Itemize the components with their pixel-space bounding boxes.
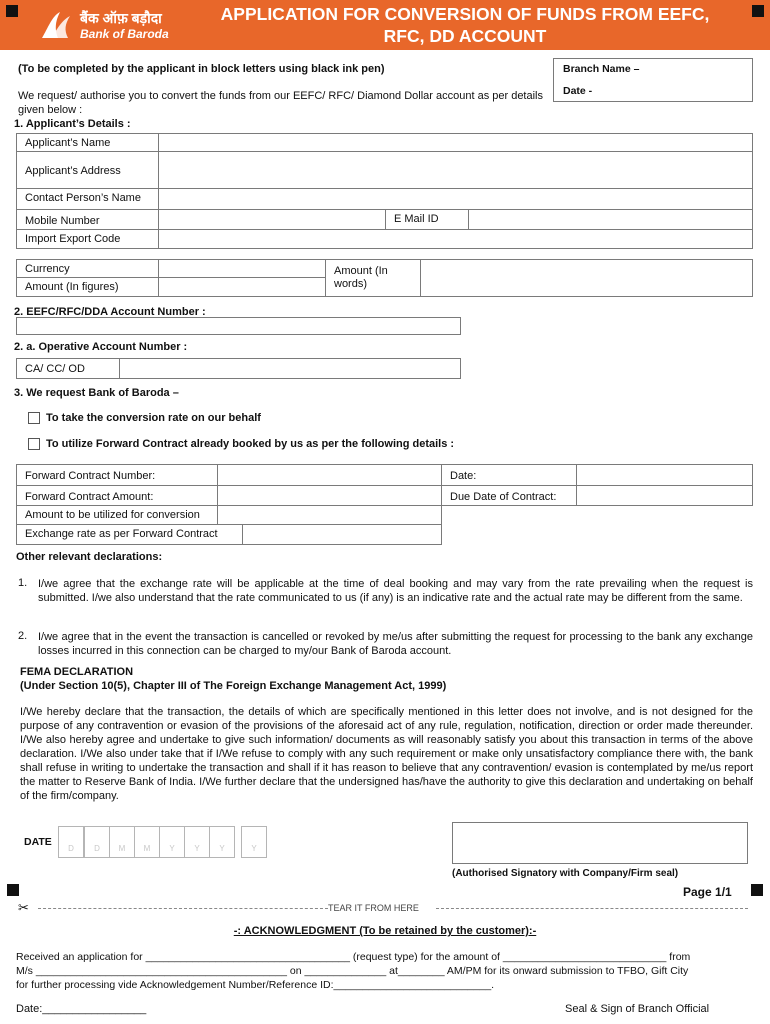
declarations-heading: Other relevant declarations: [16, 551, 163, 563]
mobile-label: Mobile Number [16, 209, 159, 230]
mobile-field[interactable] [158, 209, 386, 230]
email-field[interactable] [468, 209, 753, 230]
bank-name-english: Bank of Baroda [80, 27, 169, 41]
tear-line-left [38, 908, 328, 909]
branch-date-label: Date - [563, 85, 593, 97]
amount-figures-field[interactable] [158, 277, 326, 297]
contact-person-label: Contact Person’s Name [16, 188, 159, 210]
declaration2-text: I/we agree that in the event the transaction is cancelled or revoked by me/us after submitting the request for processing to the bank any exchange losses incurred in this connection can be charged to my/our Bank of Baroda account. [38, 631, 753, 657]
declaration2-number: 2. [18, 630, 28, 642]
corner-marker [6, 5, 18, 17]
operative-account-field[interactable] [119, 358, 461, 379]
fc-date-field[interactable] [576, 464, 753, 486]
ack-line2: M/s ___________________________________________ on ______________ at________ AM/PM for its onward submission to TFBO, Gift City [16, 965, 689, 977]
branch-name-label: Branch Name – [563, 63, 640, 75]
corner-marker [752, 5, 764, 17]
exchange-rate-label: Exchange rate as per Forward Contract [16, 524, 243, 545]
fc-number-field[interactable] [217, 464, 442, 486]
applicant-name-field[interactable] [158, 133, 753, 152]
account-type-label: CA/ CC/ OD [16, 358, 120, 379]
email-label: E Mail ID [385, 209, 469, 230]
contact-person-field[interactable] [158, 188, 753, 210]
corner-marker [751, 884, 763, 896]
date-box-d1[interactable]: D [58, 826, 84, 858]
applicant-name-label: Applicant’s Name [16, 133, 159, 152]
intro-text: We request/ authorise you to convert the funds from our EEFC/ RFC/ Diamond Dollar account as per details given below : [18, 90, 543, 116]
amount-words-label: Amount (In words) [325, 259, 421, 297]
date-box-m1[interactable]: M [109, 826, 135, 858]
section1-heading: 1. Applicant’s Details : [14, 118, 131, 130]
iec-label: Import Export Code [16, 229, 159, 249]
fc-amount-field[interactable] [217, 485, 442, 506]
ack-date: Date:_________________ [16, 1003, 147, 1015]
title-line1: APPLICATION FOR CONVERSION OF FUNDS FROM EEFC, [220, 4, 710, 24]
date-box-m2[interactable]: M [134, 826, 160, 858]
fema-heading: FEMA DECLARATION [20, 666, 134, 678]
currency-label: Currency [16, 259, 159, 278]
corner-marker [7, 884, 19, 896]
instruction-text: (To be completed by the applicant in block letters using black ink pen) [18, 63, 385, 75]
tear-label: TEAR IT FROM HERE [328, 903, 419, 913]
ack-body [16, 950, 690, 992]
signatory-label: (Authorised Signatory with Company/Firm seal) [452, 868, 679, 879]
option2-label: To utilize Forward Contract already booked by us as per the following details : [46, 438, 455, 450]
date-box-y4[interactable]: Y [241, 826, 267, 858]
signature-box[interactable] [452, 822, 748, 864]
amount-utilized-label: Amount to be utilized for conversion [16, 505, 218, 525]
page-title [180, 3, 750, 47]
section2-heading: 2. EEFC/RFC/DDA Account Number : [14, 306, 206, 318]
bank-logo-icon [38, 8, 74, 42]
fc-due-date-label: Due Date of Contract: [441, 485, 577, 506]
amount-utilized-field[interactable] [217, 505, 442, 525]
date-label: DATE [24, 836, 52, 848]
title-line2: RFC, DD ACCOUNT [383, 26, 547, 46]
declaration1-text: I/we agree that the exchange rate will be applicable at the time of deal booking and may vary from the rate prevailing when the request is submitted. I/we also understand that the rate communicated to us (if any) is an indicative rate and the actual rate may be different from the same. [38, 578, 753, 604]
section2a-heading: 2. a. Operative Account Number : [14, 341, 188, 353]
ack-line1: Received an application for ___________________________________ (request type) for the amount of ____________________________ from [16, 951, 691, 963]
fc-due-date-field[interactable] [576, 485, 753, 506]
fema-text: I/We hereby declare that the transaction, the details of which are specifically mentioned in this letter does not involve, and is not designed for the purpose of any contravention or evasion of the provisions of the aforesaid act of any rule, regulation, notification, direction or order made thereunder. I/We also hereby agree and undertake to give such information/ documents as will reasonably satisfy you about this transaction in terms of the above declaration. I/We also under take that if I/We refuse to comply with any such requirement or make only unsatisfactory compliance there with, the bank shall refuse in writing to undertake the transaction and shall if it has reason to believe that any contravention/ evasion is contemplated by me/us report the matter to Reserve Bank of India. I/We further declare that the undersigned has/have the authority to give this declaration and undertaking on behalf of the firm/company. [20, 706, 753, 802]
conversion-rate-checkbox[interactable] [28, 412, 40, 424]
date-box-y1[interactable]: Y [159, 826, 185, 858]
applicant-address-field[interactable] [158, 151, 753, 189]
fc-date-label: Date: [441, 464, 577, 486]
tear-line-right [436, 908, 748, 909]
currency-field[interactable] [158, 259, 326, 278]
exchange-rate-field[interactable] [242, 524, 442, 545]
scissors-icon: ✂ [18, 900, 29, 915]
applicant-address-label: Applicant’s Address [16, 151, 159, 189]
declaration1-number: 1. [18, 577, 28, 589]
section3-heading: 3. We request Bank of Baroda – [14, 387, 179, 399]
amount-words-field[interactable] [420, 259, 753, 297]
iec-field[interactable] [158, 229, 753, 249]
page-number: Page 1/1 [683, 885, 732, 899]
ack-seal-sign: Seal & Sign of Branch Official [565, 1003, 710, 1015]
fc-number-label: Forward Contract Number: [16, 464, 218, 486]
fc-amount-label: Forward Contract Amount: [16, 485, 218, 506]
eefc-account-field[interactable] [16, 317, 461, 335]
amount-figures-label: Amount (In figures) [16, 277, 159, 297]
bank-name-hindi: बैंक ऑफ़ बड़ौदा [80, 10, 162, 26]
date-box-d2[interactable]: D [84, 826, 110, 858]
ack-heading: -: ACKNOWLEDGMENT (To be retained by the customer):- [233, 925, 537, 937]
ack-line3: for further processing vide Acknowledgement Number/Reference ID:___________________________. [16, 979, 495, 991]
date-box-y3[interactable]: Y [209, 826, 235, 858]
fema-subheading: (Under Section 10(5), Chapter III of The Foreign Exchange Management Act, 1999) [20, 680, 447, 692]
date-box-y2[interactable]: Y [184, 826, 210, 858]
forward-contract-checkbox[interactable] [28, 438, 40, 450]
option1-label: To take the conversion rate on our behalf [46, 412, 261, 424]
